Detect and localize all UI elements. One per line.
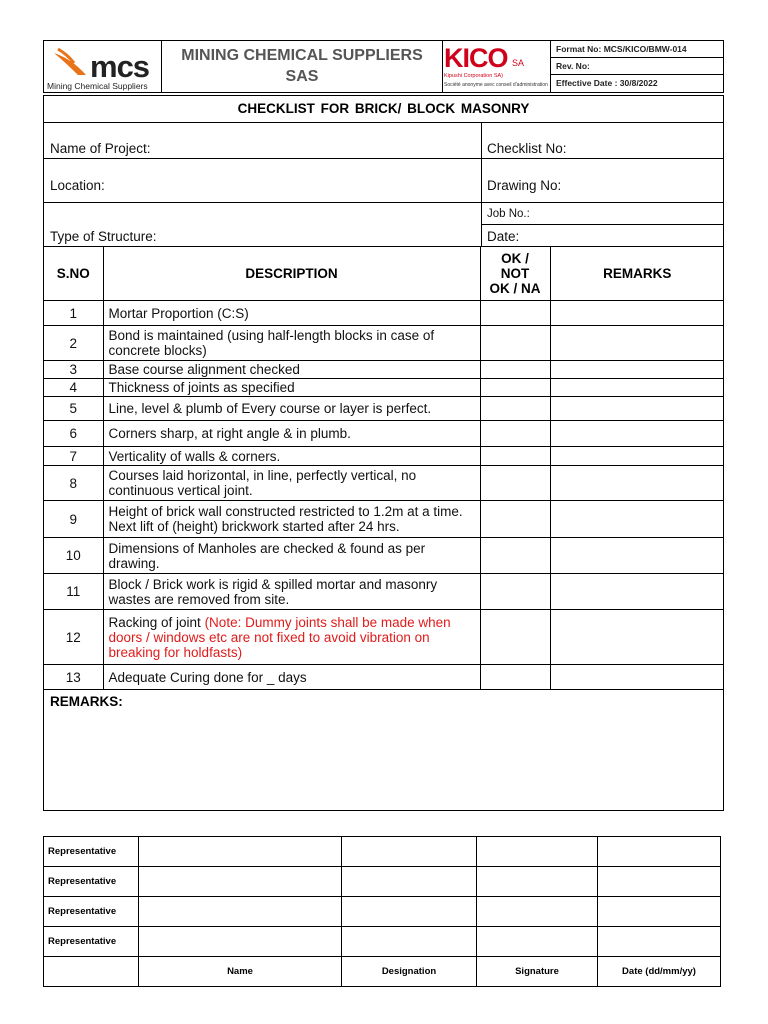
status-cell[interactable] — [480, 574, 550, 610]
designation-cell[interactable] — [342, 897, 477, 927]
row-description: Base course alignment checked — [103, 361, 480, 379]
format-info — [550, 41, 723, 92]
row-description: Corners sharp, at right angle & in plumb. — [103, 421, 480, 447]
row-description: Height of brick wall constructed restricted to 1.2m at a time. Next lift of (height) brickwork started after 24 hrs. — [103, 501, 480, 538]
effective-date: Effective Date : 30/8/2022 — [556, 78, 658, 88]
name-cell[interactable] — [139, 897, 342, 927]
remarks-cell[interactable] — [550, 466, 724, 501]
row-number: 4 — [44, 379, 103, 397]
structure-type-field[interactable]: Type of Structure: — [50, 229, 157, 244]
row-number: 3 — [44, 361, 103, 379]
status-cell[interactable] — [480, 665, 550, 690]
date-column-label: Date (dd/mm/yy) — [598, 957, 721, 987]
row-number: 12 — [44, 610, 103, 665]
company-name: MINING CHEMICAL SUPPLIERS SAS — [181, 47, 423, 85]
remarks-cell[interactable] — [550, 379, 724, 397]
row-number: 10 — [44, 538, 103, 574]
drawing-no-field[interactable]: Drawing No: — [487, 178, 562, 193]
row-number: 8 — [44, 466, 103, 501]
remarks-cell[interactable] — [550, 447, 724, 466]
signature-cell[interactable] — [477, 897, 598, 927]
table-row — [44, 326, 724, 361]
table-row — [44, 447, 724, 466]
remarks-cell[interactable] — [550, 397, 724, 421]
row-number: 13 — [44, 665, 103, 690]
status-cell[interactable] — [480, 610, 550, 665]
kico-logo-word: KICO — [444, 43, 508, 73]
designation-column-label: Designation — [342, 957, 477, 987]
remarks-cell[interactable] — [550, 301, 724, 326]
signature-table — [43, 836, 721, 987]
kico-logo — [442, 41, 550, 92]
row-description: Bond is maintained (using half-length blocks in case of concrete blocks) — [103, 326, 480, 361]
row-number: 1 — [44, 301, 103, 326]
representative-label: Representative — [44, 897, 139, 927]
status-cell[interactable] — [480, 501, 550, 538]
status-cell[interactable] — [480, 447, 550, 466]
remarks-cell[interactable] — [550, 421, 724, 447]
col-ok: OK / NOT OK / NA — [480, 247, 550, 301]
kico-logo-sa: SA — [512, 58, 525, 68]
col-description: DESCRIPTION — [103, 247, 480, 301]
signature-footer-row — [44, 957, 721, 987]
name-cell[interactable] — [139, 837, 342, 867]
table-header-row — [44, 247, 724, 301]
status-cell[interactable] — [480, 421, 550, 447]
dummy-joint-note: (Note: Dummy joints shall be made when doors / windows etc are not fixed to avoid vibration on breaking for holdfasts) — [108, 614, 451, 660]
signature-row — [44, 837, 721, 867]
status-cell[interactable] — [480, 397, 550, 421]
remarks-cell[interactable] — [550, 538, 724, 574]
row-description: Adequate Curing done for _ days — [103, 665, 480, 690]
remarks-cell[interactable] — [550, 574, 724, 610]
col-sno: S.NO — [44, 247, 103, 301]
date-field[interactable]: Date: — [487, 229, 520, 244]
table-row — [44, 538, 724, 574]
table-row — [44, 379, 724, 397]
row-number: 5 — [44, 397, 103, 421]
signature-cell[interactable] — [477, 927, 598, 957]
row-description: Block / Brick work is rigid & spilled mortar and masonry wastes are removed from site. — [103, 574, 480, 610]
name-cell[interactable] — [139, 867, 342, 897]
remarks-label: REMARKS: — [50, 694, 123, 709]
remarks-cell[interactable] — [550, 501, 724, 538]
table-row — [44, 574, 724, 610]
mcs-logo-word: mcs — [90, 49, 150, 84]
name-cell[interactable] — [139, 927, 342, 957]
table-row — [44, 397, 724, 421]
table-row — [44, 610, 724, 665]
date-cell[interactable] — [598, 837, 721, 867]
row-description: Thickness of joints as specified — [103, 379, 480, 397]
rev-no: Rev. No: — [550, 58, 723, 75]
checklist-form — [43, 95, 724, 811]
row-number: 6 — [44, 421, 103, 447]
checklist-title: CHECKLIST FOR BRICK/ BLOCK MASONRY — [44, 96, 723, 123]
date-cell[interactable] — [598, 867, 721, 897]
col-remarks: REMARKS — [550, 247, 724, 301]
representative-label: Representative — [44, 837, 139, 867]
signature-cell[interactable] — [477, 867, 598, 897]
row-description: Line, level & plumb of Every course or layer is perfect. — [103, 397, 480, 421]
table-row — [44, 501, 724, 538]
row-description: Racking of joint (Note: Dummy joints shall be made when doors / windows etc are not fixed to avoid vibration on breaking for holdfasts) — [103, 610, 480, 665]
row-description: Dimensions of Manholes are checked & found as per drawing. — [103, 538, 480, 574]
table-row — [44, 421, 724, 447]
table-row — [44, 665, 724, 690]
checklist-table — [44, 246, 724, 690]
row-description: Courses laid horizontal, in line, perfectly vertical, no continuous vertical joint. — [103, 466, 480, 501]
representative-label: Representative — [44, 927, 139, 957]
designation-cell[interactable] — [342, 867, 477, 897]
remarks-cell[interactable] — [550, 361, 724, 379]
designation-cell[interactable] — [342, 837, 477, 867]
signature-cell[interactable] — [477, 837, 598, 867]
mcs-swoosh-icon — [48, 45, 92, 79]
mcs-logo — [44, 41, 161, 92]
signature-row — [44, 867, 721, 897]
row-number: 2 — [44, 326, 103, 361]
status-cell[interactable] — [480, 466, 550, 501]
name-column-label: Name — [139, 957, 342, 987]
job-no-field[interactable]: Job No.: — [487, 208, 530, 220]
signature-row — [44, 897, 721, 927]
remarks-cell[interactable] — [550, 326, 724, 361]
remarks-cell[interactable] — [550, 665, 724, 690]
kico-logo-legal: Société anonyme avec conseil d'administration — [444, 82, 548, 88]
date-cell[interactable] — [598, 927, 721, 957]
row-number: 11 — [44, 574, 103, 610]
date-cell[interactable] — [598, 897, 721, 927]
signature-column-label: Signature — [477, 957, 598, 987]
kico-logo-subtitle: Kipushi Corporation SA) — [444, 73, 504, 79]
document-header — [43, 40, 724, 93]
status-cell[interactable] — [480, 361, 550, 379]
row-description: Mortar Proportion (C:S) — [103, 301, 480, 326]
status-cell[interactable] — [480, 301, 550, 326]
checklist-no-field[interactable]: Checklist No: — [487, 141, 567, 156]
project-name-field[interactable]: Name of Project: — [50, 141, 151, 156]
representative-label: Representative — [44, 867, 139, 897]
table-row — [44, 361, 724, 379]
signature-row — [44, 927, 721, 957]
format-no: Format No: MCS/KICO/BMW-014 — [550, 41, 723, 58]
row-number: 9 — [44, 501, 103, 538]
remarks-cell[interactable] — [550, 610, 724, 665]
designation-cell[interactable] — [342, 927, 477, 957]
table-row — [44, 466, 724, 501]
row-description: Verticality of walls & corners. — [103, 447, 480, 466]
table-row — [44, 301, 724, 326]
status-cell[interactable] — [480, 538, 550, 574]
status-cell[interactable] — [480, 379, 550, 397]
location-field[interactable]: Location: — [50, 178, 105, 193]
mcs-logo-subtitle: Mining Chemical Suppliers — [47, 81, 148, 91]
row-number: 7 — [44, 447, 103, 466]
status-cell[interactable] — [480, 326, 550, 361]
